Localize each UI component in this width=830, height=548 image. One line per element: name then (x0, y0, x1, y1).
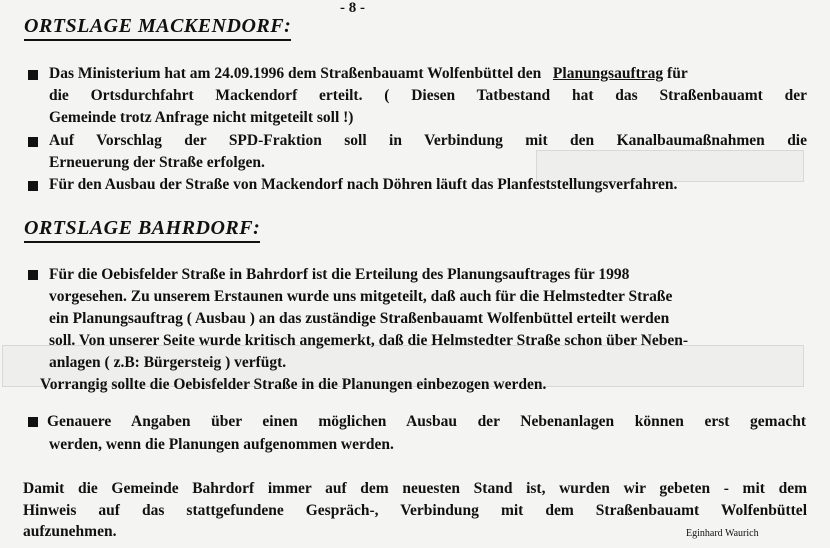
paragraph-line: Erneuerung der Straße erfolgen. (49, 154, 265, 171)
paragraph-line: Vorrangig sollte die Oebisfelder Straße in die Planungen einbezogen werden. (40, 376, 547, 393)
paragraph-line: anlagen ( z.B: Bürgersteig ) verfügt. (49, 354, 287, 371)
bullet-square (28, 70, 38, 80)
signature: Eginhard Waurich (686, 528, 759, 539)
bullet-square (28, 270, 38, 280)
section-heading-bahrdorf: ORTSLAGE BAHRDORF: (24, 217, 260, 240)
paragraph-line: Für den Ausbau der Straße von Mackendorf nach Döhren läuft das Planfeststellungsverfahren. (49, 176, 678, 193)
paragraph-line: vorgesehen. Zu unserem Erstaunen wurde uns mitgeteilt, daß auch für die Helmstedter Straße (49, 288, 673, 305)
page-number: - 8 - (340, 0, 365, 16)
paragraph-line: Das Ministerium hat am 24.09.1996 dem Straßenbauamt Wolfenbüttel den Planungsauftrag für (49, 65, 688, 82)
paragraph-line: die Ortsdurchfahrt Mackendorf erteilt. ( Diesen Tatbestand hat das Straßenbauamt der (49, 87, 807, 104)
bullet-square (28, 181, 38, 191)
paragraph-line: soll. Von unserer Seite wurde kritisch angemerkt, daß die Helmstedter Straße schon über Neben- (49, 332, 689, 349)
paragraph-line: werden, wenn die Planungen aufgenommen werden. (49, 436, 394, 453)
paragraph-line: Hinweis auf das stattgefundene Gespräch-, Verbindung mit dem Straßenbauamt Wolfenbüttel (23, 502, 807, 519)
paragraph-line: ein Planungsauftrag ( Ausbau ) an das zuständige Straßenbauamt Wolfenbüttel erteilt werden (49, 310, 670, 327)
paragraph-line: Damit die Gemeinde Bahrdorf immer auf dem neuesten Stand ist, wurden wir gebeten - mit dem (23, 480, 807, 497)
section-heading-mackendorf: ORTSLAGE MACKENDORF: (24, 15, 291, 38)
paragraph-line: Gemeinde trotz Anfrage nicht mitgeteilt soll !) (49, 109, 354, 126)
bullet-square (28, 137, 38, 147)
underlined-term: Planungsauftrag (552, 65, 664, 82)
paragraph-line: Für die Oebisfelder Straße in Bahrdorf ist die Erteilung des Planungsauftrages für 1998 (49, 266, 630, 283)
bullet-square (28, 417, 38, 427)
paragraph-line: aufzunehmen. (23, 523, 117, 540)
paragraph-line: Auf Vorschlag der SPD-Fraktion soll in Verbindung mit den Kanalbaumaßnahmen die (49, 132, 807, 149)
paragraph-line: Genauere Angaben über einen möglichen Ausbau der Nebenanlagen können erst gemacht (47, 413, 806, 430)
